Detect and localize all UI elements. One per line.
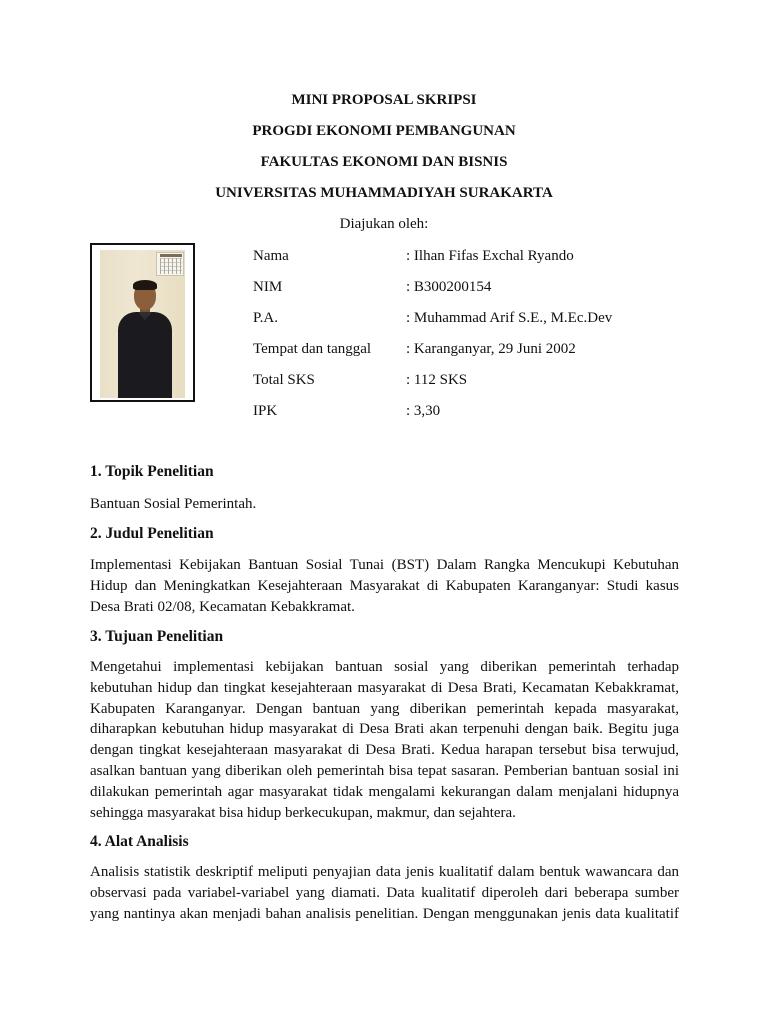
faculty-name: FAKULTAS EKONOMI DAN BISNIS: [260, 154, 508, 170]
info-label: NIM: [253, 279, 283, 295]
info-label: Total SKS: [253, 372, 315, 388]
person-hair: [133, 280, 157, 290]
section-title-analysis-tool: 4. Alat Analisis: [90, 833, 189, 850]
section-text-analysis-tool: Analisis statistik deskriptif meliputi penyajian data jenis kualitatif dalam bentuk wawancara dan observasi pada variabel-variabel yang diamati. Data kualitatif diperoleh dari beberapa sumber yang nantinya akan menjadi bahan analisis penelitian. Dengan menggunakan jenis data kualitatif: [90, 864, 679, 922]
section-text-objective: Mengetahui implementasi kebijakan bantuan sosial yang diberikan pemerintah terhadap kebutuhan hidup dan tingkat kesejahteraan masyarakat di Desa Brati, Kecamatan Kebakkramat, Kabupaten Karanganyar. Dengan bantuan yang diberikan pemerintah kepada masyarakat, diharapkan kebutuhan hidup masyarakat di Desa Brati akan terpenuhi dengan baik. Begitu juga dengan tingkat kesejahteraan masyarakat di Desa Brati. Kedua harapan tersebut bisa terwujud, asalkan bantuan yang diberikan oleh pemerintah bisa tepat sasaran. Pemberian bantuan sosial ini dilakukan pemerintah agar masyarakat tidak mengalami kekurangan dalam menjalani hidupnya sehingga masyarakat bisa hidup berkecukupan, makmur, dan sejahtera.: [90, 659, 679, 821]
info-label: Tempat dan tanggal: [253, 341, 372, 357]
info-value: : B300200154: [406, 279, 492, 295]
info-label: IPK: [253, 403, 278, 419]
section-text-topic: Bantuan Sosial Pemerintah.: [90, 496, 257, 512]
person-body: [118, 312, 172, 398]
info-value: : Karanganyar, 29 Juni 2002: [406, 341, 576, 357]
document-title: MINI PROPOSAL SKRIPSI: [291, 92, 477, 108]
section-text-research-title: Implementasi Kebijakan Bantuan Sosial Tunai (BST) Dalam Rangka Mencukupi Kebutuhan Hidup dan Meningkatkan Kesejahteraan Masyarakat di Kabupaten Karanganyar: Studi kasus Desa Brati 02/08, Kecamatan Kebakkramat.: [90, 557, 679, 615]
info-value: : 112 SKS: [406, 372, 468, 388]
program-name: PROGDI EKONOMI PEMBANGUNAN: [252, 123, 516, 139]
student-photo: [100, 250, 185, 398]
info-label: P.A.: [253, 310, 279, 326]
section-title-research-title: 2. Judul Penelitian: [90, 525, 214, 542]
info-value: : Muhammad Arif S.E., M.Ec.Dev: [406, 310, 613, 326]
info-label: Nama: [253, 248, 289, 264]
section-title-topic: 1. Topik Penelitian: [90, 463, 214, 480]
section-title-objective: 3. Tujuan Penelitian: [90, 628, 224, 645]
student-photo-frame: [90, 243, 195, 402]
info-value: : 3,30: [406, 403, 441, 419]
wall-calendar: [156, 252, 184, 276]
university-name: UNIVERSITAS MUHAMMADIYAH SURAKARTA: [215, 185, 553, 201]
submitted-by-label: Diajukan oleh:: [339, 216, 429, 232]
info-value: : Ilhan Fifas Exchal Ryando: [406, 248, 574, 264]
